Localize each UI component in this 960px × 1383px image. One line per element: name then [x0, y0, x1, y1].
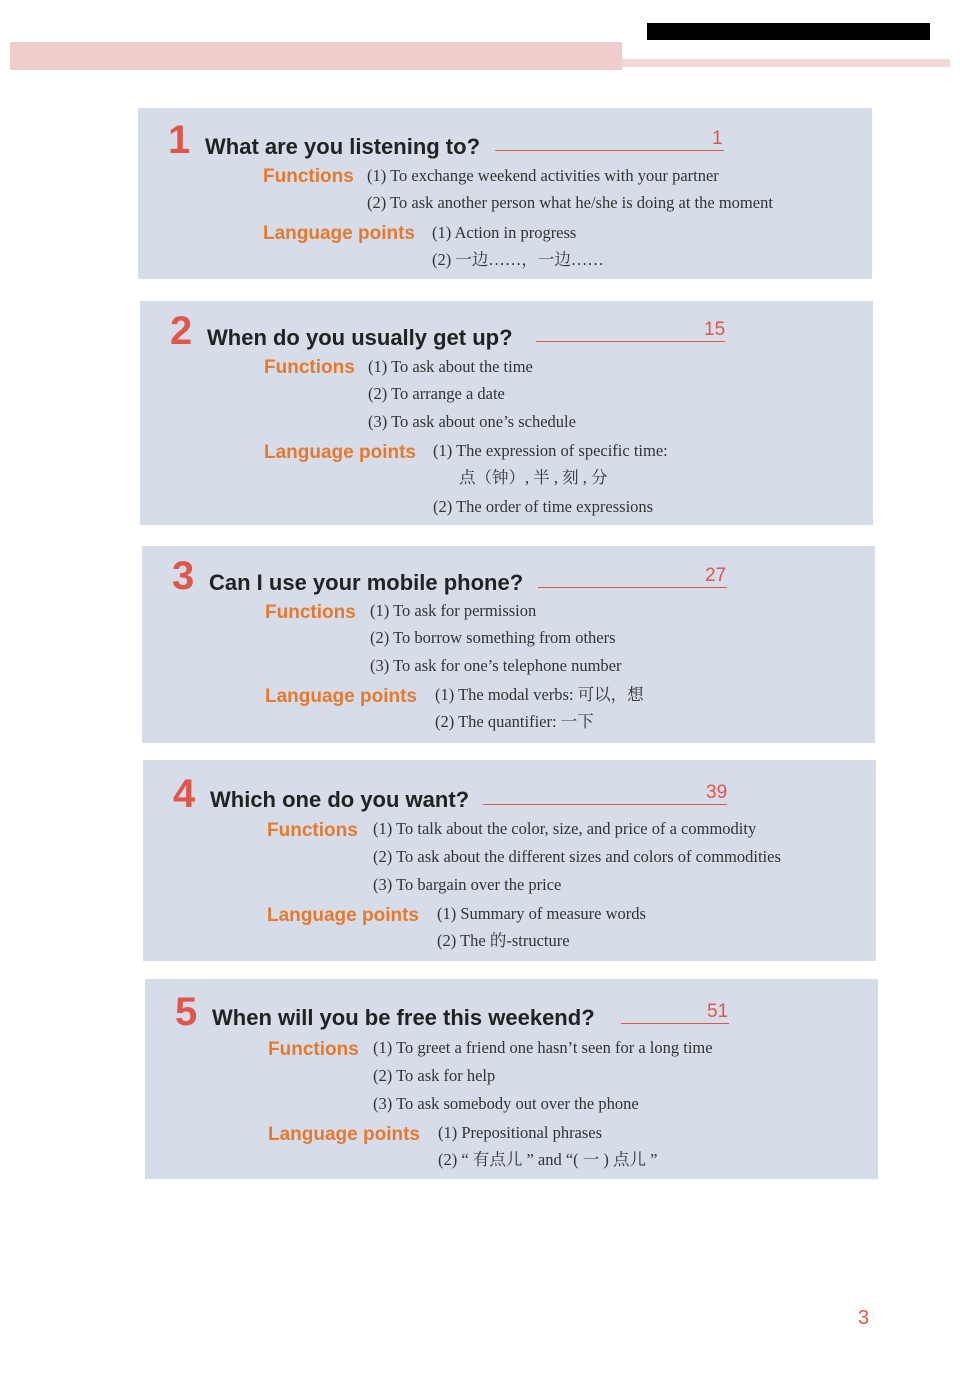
- language-point-item: (1) The expression of specific time:: [433, 441, 668, 460]
- language-points-label: Language points: [265, 686, 417, 707]
- language-point-item: (2) “ 有点儿 ” and “( 一 ) 点儿 ”: [438, 1150, 658, 1169]
- unit-1-block: [138, 108, 872, 279]
- language-point-item: (2) The 的-structure: [437, 931, 570, 950]
- unit-3-block: [142, 546, 875, 743]
- unit-page-number: 27: [705, 565, 727, 586]
- language-point-item: 点（钟）, 半 , 刻 , 分: [459, 468, 608, 487]
- function-item: (2) To ask another person what he/she is doing at the moment: [367, 193, 773, 212]
- language-points-label: Language points: [263, 223, 415, 244]
- function-item: (1) To ask for permission: [370, 601, 537, 620]
- unit-number: 1: [168, 118, 191, 162]
- title-rule: [536, 341, 725, 342]
- language-point-item: (1) Action in progress: [432, 223, 577, 242]
- unit-number: 3: [172, 554, 195, 598]
- unit-number: 5: [175, 990, 198, 1034]
- language-point-item: (2) The order of time expressions: [433, 497, 654, 516]
- language-point-item: (2) The quantifier: 一下: [435, 712, 594, 731]
- title-rule: [483, 804, 727, 805]
- title-rule: [538, 587, 727, 588]
- unit-title: Which one do you want?: [210, 787, 470, 812]
- function-item: (1) To greet a friend one hasn’t seen for a long time: [373, 1038, 713, 1057]
- unit-page-number: 1: [712, 128, 723, 149]
- unit-title: What are you listening to?: [205, 134, 481, 159]
- unit-page-number: 51: [707, 1001, 729, 1022]
- language-points-label: Language points: [267, 905, 419, 926]
- title-rule: [621, 1023, 729, 1024]
- language-point-item: (1) Prepositional phrases: [438, 1123, 603, 1142]
- function-item: (1) To exchange weekend activities with your partner: [367, 166, 719, 185]
- redaction-bar: [647, 23, 930, 40]
- unit-5-block: [145, 979, 878, 1179]
- function-item: (1) To ask about the time: [368, 357, 533, 376]
- function-item: (2) To borrow something from others: [370, 628, 616, 647]
- unit-2-block: [140, 301, 873, 525]
- functions-label: Functions: [267, 820, 358, 841]
- function-item: (3) To ask about one’s schedule: [368, 412, 576, 431]
- language-point-item: (1) Summary of measure words: [437, 904, 646, 923]
- function-item: (2) To ask about the different sizes and colors of commodities: [373, 847, 781, 866]
- functions-label: Functions: [268, 1039, 359, 1060]
- language-point-item: (2) 一边……，一边……: [432, 250, 604, 269]
- language-point-item: (1) The modal verbs: 可以，想: [435, 685, 644, 704]
- unit-4-block: [143, 760, 876, 961]
- function-item: (3) To ask for one’s telephone number: [370, 656, 622, 675]
- title-rule: [495, 150, 724, 151]
- function-item: (2) To ask for help: [373, 1066, 496, 1085]
- unit-page-number: 15: [704, 319, 726, 340]
- page-number: 3: [858, 1307, 870, 1329]
- functions-label: Functions: [263, 166, 354, 187]
- function-item: (3) To ask somebody out over the phone: [373, 1094, 639, 1113]
- unit-title: When will you be free this weekend?: [212, 1005, 595, 1030]
- header-band-thin: [622, 59, 950, 67]
- unit-number: 4: [173, 772, 196, 816]
- unit-title: When do you usually get up?: [207, 325, 513, 350]
- unit-page-number: 39: [706, 782, 728, 803]
- function-item: (3) To bargain over the price: [373, 875, 562, 894]
- language-points-label: Language points: [268, 1124, 420, 1145]
- functions-label: Functions: [264, 357, 355, 378]
- functions-label: Functions: [265, 602, 356, 623]
- function-item: (2) To arrange a date: [368, 384, 505, 403]
- header-band: [10, 42, 622, 70]
- unit-number: 2: [170, 309, 193, 353]
- unit-title: Can I use your mobile phone?: [209, 570, 524, 595]
- language-points-label: Language points: [264, 442, 416, 463]
- function-item: (1) To talk about the color, size, and price of a commodity: [373, 819, 757, 838]
